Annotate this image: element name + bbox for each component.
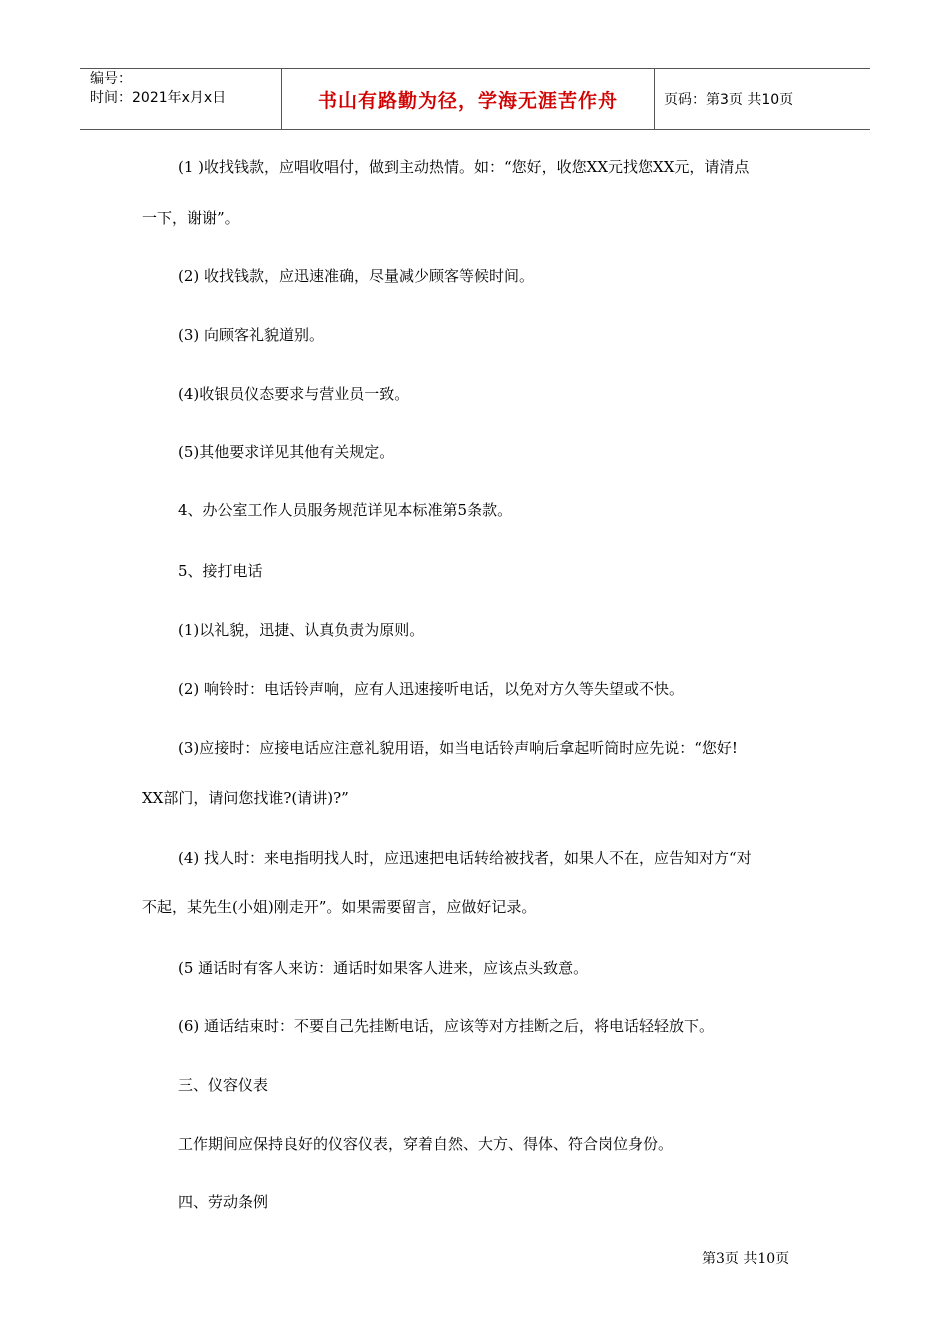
paragraph-11-line-2: 不起，某先生(小姐)刚走开”。如果需要留言，应做好记录。 — [142, 898, 537, 916]
document-number-label: 编号： — [90, 71, 132, 87]
paragraph-2: (2) 收找钱款，应迅速准确，尽量减少顾客等候时间。 — [178, 267, 535, 285]
page-header — [80, 68, 870, 130]
header-meta-cell — [80, 69, 282, 129]
paragraph-10-line-1: (3)应接时：应接电话应注意礼貌用语，如当电话铃声响后拿起听筒时应先说：“您好! — [178, 739, 738, 757]
header-page-cell — [655, 69, 870, 129]
section-heading-labor: 四、劳动条例 — [178, 1193, 269, 1211]
paragraph-10-line-2: XX部门，请问您找谁?(请讲)?” — [142, 789, 349, 807]
paragraph-12: (5 通话时有客人来访：通话时如果客人进来，应该点头致意。 — [178, 959, 589, 977]
paragraph-8: (1)以礼貌，迅捷、认真负责为原则。 — [178, 621, 425, 639]
paragraph-1-line-1: (1 )收找钱款，应唱收唱付，做到主动热情。如：“您好，收您XX元找您XX元，请清点 — [178, 158, 750, 176]
paragraph-4: (4)收银员仪态要求与营业员一致。 — [178, 385, 410, 403]
paragraph-1-line-2: 一下，谢谢”。 — [142, 209, 240, 227]
header-motto-cell — [282, 69, 655, 129]
footer-page-number: 第3页 共10页 — [702, 1251, 790, 1267]
paragraph-13: (6) 通话结束时：不要自己先挂断电话，应该等对方挂断之后，将电话轻轻放下。 — [178, 1017, 715, 1035]
paragraph-9: (2) 响铃时：电话铃声响，应有人迅速接听电话，以免对方久等失望或不快。 — [178, 680, 685, 698]
section-heading-appearance: 三、仪容仪表 — [178, 1076, 269, 1094]
paragraph-11-line-1: (4) 找人时：来电指明找人时，应迅速把电话转给被找者，如果人不在，应告知对方“对 — [178, 849, 752, 867]
motto-text: 书山有路勤为径，学海无涯苦作舟 — [317, 89, 618, 112]
paragraph-3: (3) 向顾客礼貌道别。 — [178, 326, 325, 344]
paragraph-6: 4、办公室工作人员服务规范详见本标准第5条款。 — [178, 501, 513, 519]
document-date: 时间：2021年x月x日 — [90, 90, 227, 106]
paragraph-5: (5)其他要求详见其他有关规定。 — [178, 443, 395, 461]
paragraph-15: 工作期间应保持良好的仪容仪表，穿着自然、大方、得体、符合岗位身份。 — [178, 1135, 674, 1153]
header-page-number: 页码：第3页 共10页 — [664, 92, 794, 108]
section-heading-phone: 5、接打电话 — [178, 562, 263, 580]
